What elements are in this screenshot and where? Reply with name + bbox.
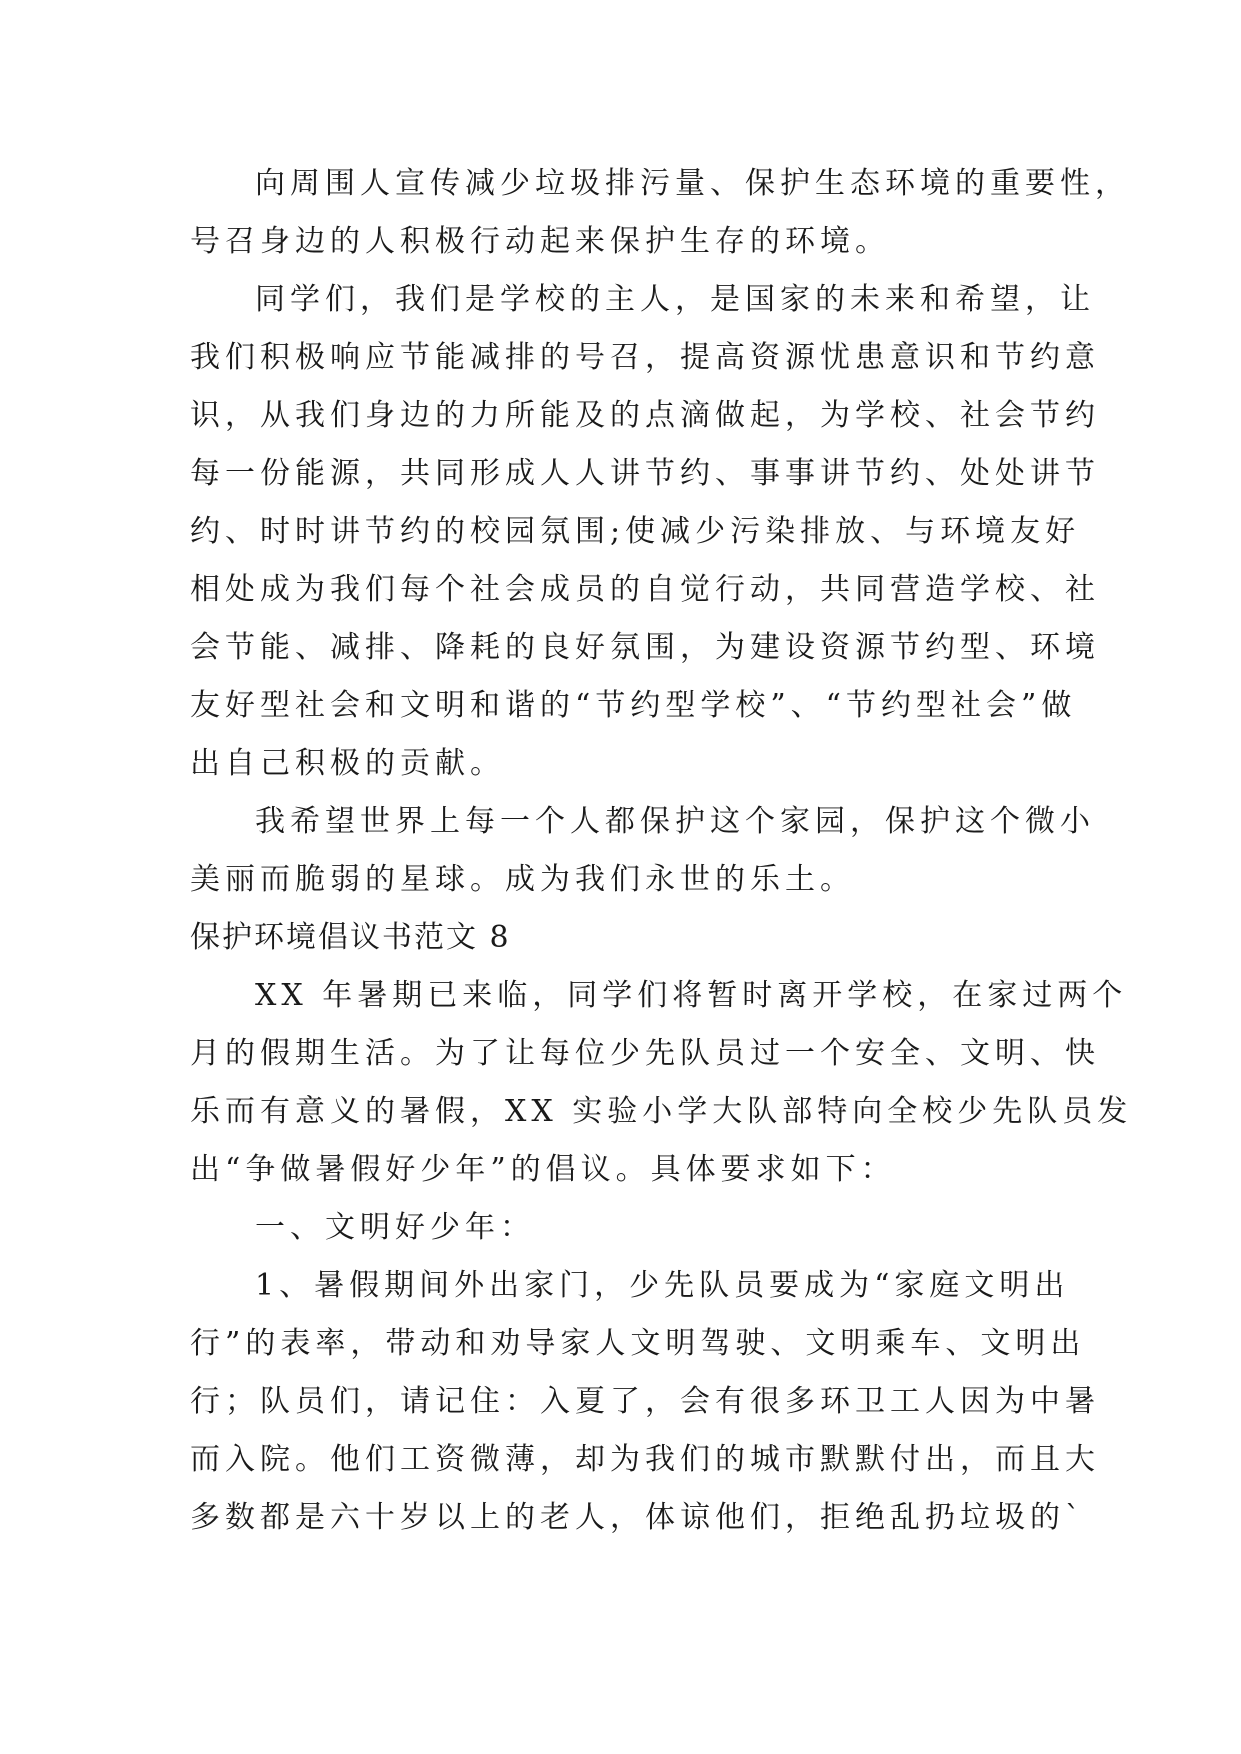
text-line: 行”的表率，带动和劝导家人文明驾驶、文明乘车、文明出 (190, 1326, 1086, 1361)
text-line: 美丽而脆弱的星球。成为我们永世的乐土。 (190, 862, 855, 897)
text-line: 友好型社会和文明和谐的“节约型学校”、“节约型社会”做 (190, 688, 1077, 723)
text-line: 多数都是六十岁以上的老人，体谅他们，拒绝乱扔垃圾的` (190, 1500, 1085, 1535)
text-line: 行；队员们，请记住：入夏了，会有很多环卫工人因为中暑 (190, 1384, 1100, 1419)
text-line: 我希望世界上每一个人都保护这个家园，保护这个微小 (255, 804, 1095, 839)
text-line: 识，从我们身边的力所能及的点滴做起，为学校、社会节约 (190, 398, 1100, 433)
text-line: 相处成为我们每个社会成员的自觉行动，共同营造学校、社 (190, 572, 1100, 607)
text-line: 1、暑假期间外出家门，少先队员要成为“家庭文明出 (255, 1268, 1070, 1303)
text-line: 一、文明好少年： (255, 1210, 535, 1245)
text-line: 而入院。他们工资微薄，却为我们的城市默默付出，而且大 (190, 1442, 1100, 1477)
text-line: 出“争做暑假好少年”的倡议。具体要求如下： (190, 1152, 896, 1187)
section-heading: 保护环境倡议书范文 8 (190, 920, 511, 955)
text-line: 出自己积极的贡献。 (190, 746, 505, 781)
text-line: XX 年暑期已来临，同学们将暂时离开学校，在家过两个 (255, 978, 1128, 1013)
text-line: 乐而有意义的暑假，XX 实验小学大队部特向全校少先队员发 (190, 1094, 1133, 1129)
text-line: 我们积极响应节能减排的号召，提高资源忧患意识和节约意 (190, 340, 1100, 375)
text-line: 约、时时讲节约的校园氛围;使减少污染排放、与环境友好 (190, 514, 1081, 549)
text-line: 会节能、减排、降耗的良好氛围，为建设资源节约型、环境 (190, 630, 1100, 665)
text-line: 月的假期生活。为了让每位少先队员过一个安全、文明、快 (190, 1036, 1100, 1071)
text-line: 每一份能源，共同形成人人讲节约、事事讲节约、处处讲节 (190, 456, 1100, 491)
text-line: 向周围人宣传减少垃圾排污量、保护生态环境的重要性， (255, 166, 1130, 201)
text-line: 同学们，我们是学校的主人，是国家的未来和希望，让 (255, 282, 1095, 317)
document-body (190, 155, 1133, 1547)
text-line: 号召身边的人积极行动起来保护生存的环境。 (190, 224, 890, 259)
